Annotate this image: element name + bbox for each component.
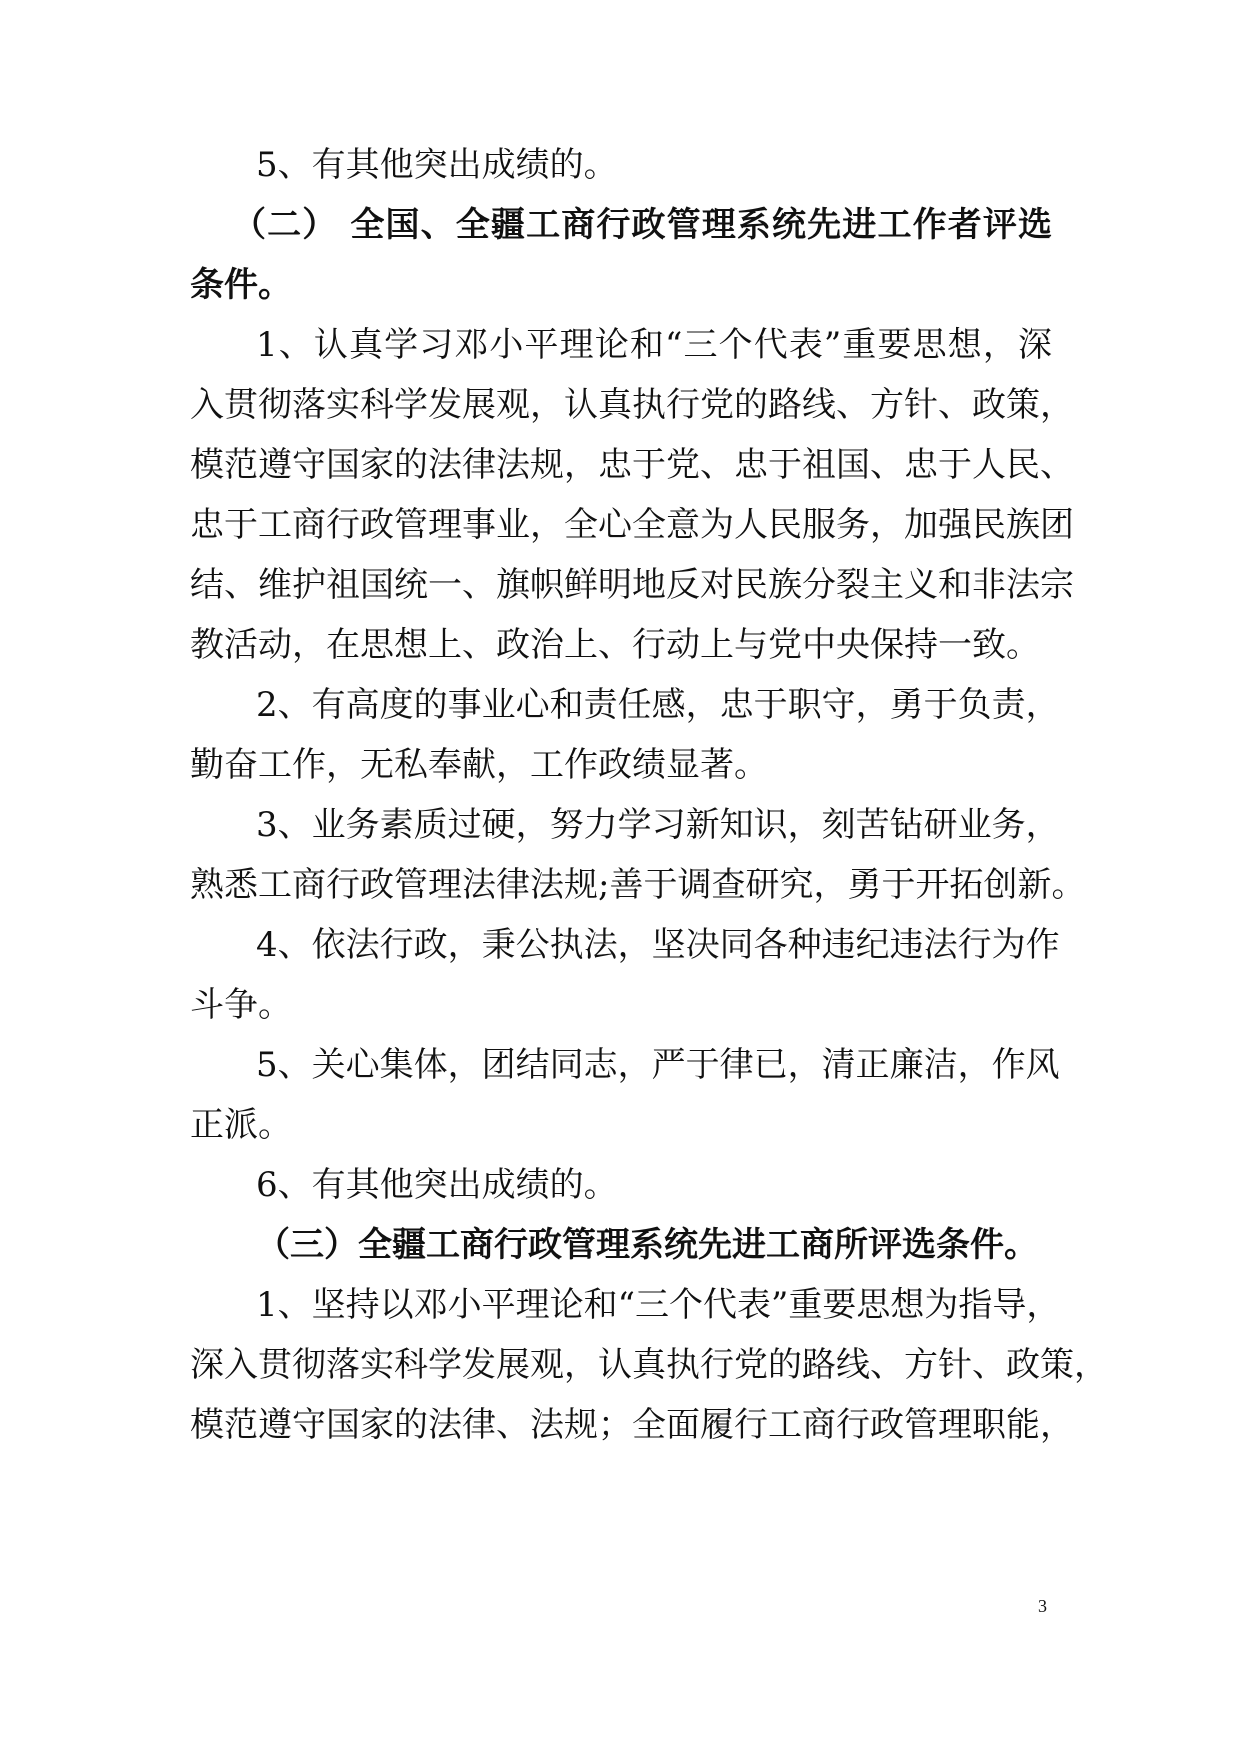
section-2-heading-line-2: 条件。	[190, 265, 292, 305]
paragraph-7-line-1: 1、坚持以邓小平理论和“三个代表”重要思想为指导，	[256, 1285, 1061, 1325]
paragraph-2-line-1: 2、有高度的事业心和责任感，忠于职守，勇于负责，	[256, 685, 1060, 725]
item-5-line: 5、有其他突出成绩的。	[256, 145, 618, 185]
paragraph-1-line-4: 忠于工商行政管理事业，全心全意为人民服务，加强民族团	[190, 505, 1074, 545]
section-3-heading: （三）全疆工商行政管理系统先进工商所评选条件。	[256, 1225, 1038, 1265]
paragraph-5-line-1: 5、关心集体，团结同志，严于律已，清正廉洁，作风	[256, 1045, 1060, 1085]
paragraph-3-line-2: 熟悉工商行政管理法律法规;善于调查研究，勇于开拓创新。	[190, 865, 1086, 905]
section-2-heading-line-1: （二） 全国、全疆工商行政管理系统先进工作者评选	[232, 205, 1052, 245]
paragraph-3-line-1: 3、业务素质过硬，努力学习新知识，刻苦钻研业务，	[256, 805, 1060, 845]
page-number: 3	[1038, 1596, 1047, 1616]
paragraph-1-line-5: 结、维护祖国统一、旗帜鲜明地反对民族分裂主义和非法宗	[190, 565, 1074, 605]
paragraph-1-line-2: 入贯彻落实科学发展观，认真执行党的路线、方针、政策，	[190, 385, 1074, 425]
paragraph-4-line-1: 4、依法行政，秉公执法，坚决同各种违纪违法行为作	[256, 925, 1060, 965]
paragraph-7-line-3: 模范遵守国家的法律、法规；全面履行工商行政管理职能，	[190, 1405, 1074, 1445]
paragraph-6-line: 6、有其他突出成绩的。	[256, 1165, 618, 1205]
paragraph-1-line-1: 1、认真学习邓小平理论和“三个代表”重要思想，深	[256, 325, 1052, 365]
paragraph-4-line-2: 斗争。	[190, 985, 292, 1025]
paragraph-1-line-3: 模范遵守国家的法律法规，忠于党、忠于祖国、忠于人民、	[190, 445, 1074, 485]
paragraph-2-line-2: 勤奋工作，无私奉献，工作政绩显著。	[190, 745, 768, 785]
paragraph-7-line-2: 深入贯彻落实科学发展观，认真执行党的路线、方针、政策，	[190, 1345, 1108, 1385]
paragraph-1-line-6: 教活动，在思想上、政治上、行动上与党中央保持一致。	[190, 625, 1040, 665]
paragraph-5-line-2: 正派。	[190, 1105, 292, 1145]
